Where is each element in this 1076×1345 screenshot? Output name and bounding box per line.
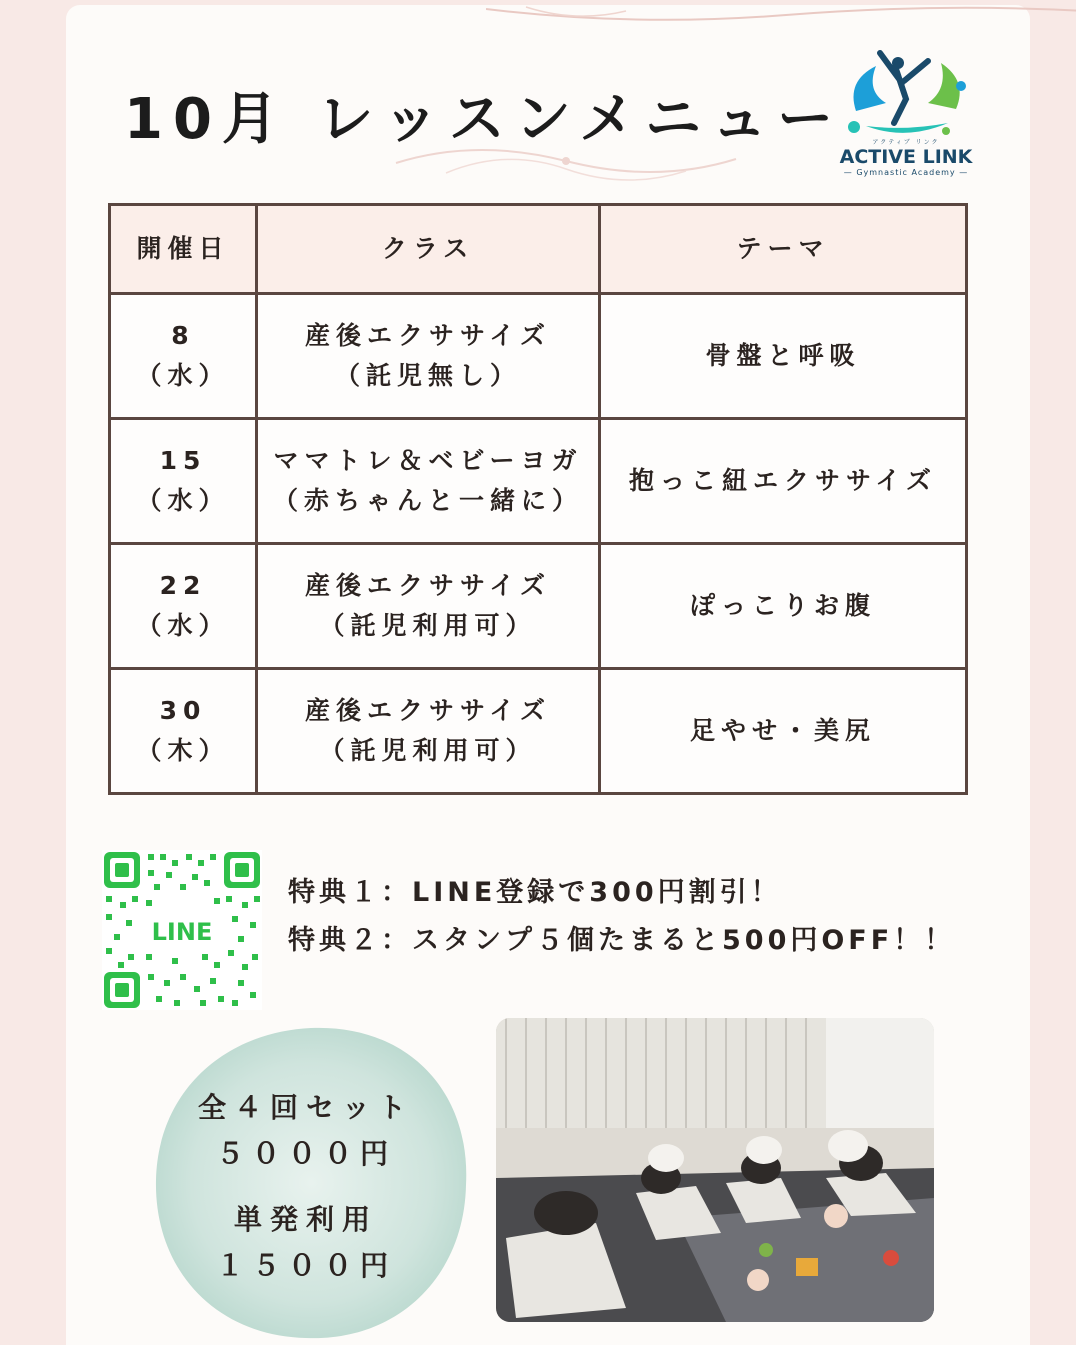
class-photo-icon	[496, 1018, 934, 1322]
class-name: 産後エクササイズ	[304, 321, 551, 350]
qr-line-label: LINE	[151, 918, 213, 946]
class-name: 産後エクササイズ	[304, 696, 551, 725]
header-class: クラス	[257, 205, 600, 294]
class-cell	[257, 294, 600, 419]
date-cell	[110, 669, 257, 794]
theme-cell: ぽっこりお腹	[600, 544, 967, 669]
day-number: 15	[159, 446, 207, 475]
class-cell	[257, 419, 600, 544]
page-title: 10月 レッスンメニュー	[124, 87, 844, 152]
date-cell	[110, 544, 257, 669]
theme-cell: 足やせ・美尻	[600, 669, 967, 794]
weekday: （水）	[136, 361, 230, 390]
class-cell	[257, 669, 600, 794]
set-price: ５０００円	[215, 1137, 396, 1170]
header-date: 開催日	[110, 205, 257, 294]
table-header-row	[110, 205, 967, 294]
perks-list	[288, 869, 955, 965]
class-photo	[496, 1018, 934, 1322]
top-ornament-icon	[486, 5, 1076, 33]
table-row	[110, 544, 967, 669]
single-label: 単発利用	[233, 1203, 378, 1236]
class-note: （託児利用可）	[319, 736, 537, 765]
perk-2: 特典２：スタンプ５個たまると500円OFF！！	[288, 925, 956, 956]
table-row	[110, 419, 967, 544]
set-label: 全４回セット	[197, 1091, 414, 1124]
logo-name: ACTIVE LINK	[839, 146, 973, 168]
date-cell	[110, 294, 257, 419]
weekday: （水）	[136, 486, 230, 515]
class-name: 産後エクササイズ	[304, 571, 551, 600]
theme-cell: 抱っこ紐エクササイズ	[600, 419, 967, 544]
lesson-schedule-table	[108, 203, 968, 795]
active-link-logo	[836, 41, 976, 181]
day-number: 30	[159, 696, 207, 725]
header-theme: テーマ	[600, 205, 967, 294]
weekday: （水）	[136, 611, 230, 640]
theme-cell: 骨盤と呼吸	[600, 294, 967, 419]
class-note: （託児無し）	[334, 361, 521, 390]
day-number: 8	[171, 321, 195, 350]
table-row	[110, 669, 967, 794]
day-number: 22	[159, 571, 207, 600]
single-price: １５００円	[215, 1249, 396, 1282]
logo-subtitle: — Gymnastic Academy —	[843, 168, 969, 177]
table-row	[110, 294, 967, 419]
gymnast-logo-icon	[836, 41, 976, 146]
menu-card	[66, 5, 1030, 1345]
class-note: （託児利用可）	[319, 611, 537, 640]
line-qr-code[interactable]	[102, 850, 262, 1010]
pricing-block	[156, 1085, 456, 1289]
flourish-ornament-icon	[386, 133, 746, 188]
weekday: （木）	[136, 736, 230, 765]
date-cell	[110, 419, 257, 544]
logo-ruby-text: アクティブ リンク	[872, 139, 940, 146]
class-name: ママトレ＆ベビーヨガ	[273, 446, 583, 475]
class-cell	[257, 544, 600, 669]
perk-1: 特典１：LINE登録で300円割引！	[288, 877, 782, 908]
class-note: （赤ちゃんと一緒に）	[272, 486, 583, 515]
